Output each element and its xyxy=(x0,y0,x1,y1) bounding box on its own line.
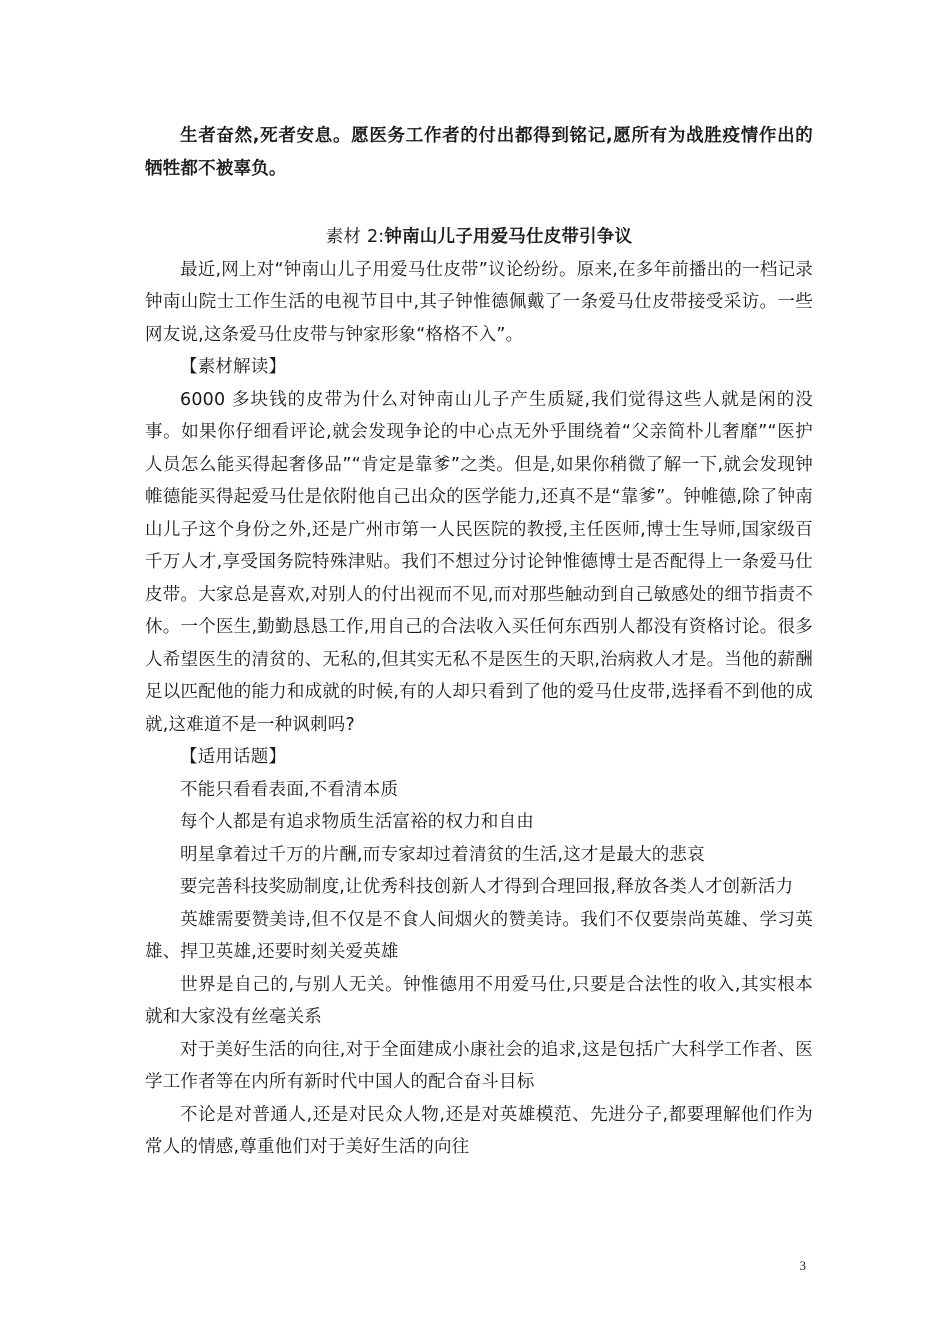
topic-item: 每个人都是有追求物质生活富裕的权力和自由 xyxy=(180,812,534,832)
section-heading xyxy=(145,221,813,254)
intro-paragraph: 最近,网上对“钟南山儿子用爱马仕皮带”议论纷纷。原来,在多年前播出的一档记录钟南山院士工作生活的电视节目中,其子钟惟德佩戴了一条爱马仕皮带接受采访。一些网友说,这条爱马仕皮带与钟家形象“格格不入”。 xyxy=(145,259,813,345)
topic-item: 不能只看看表面,不看清本质 xyxy=(180,779,399,800)
topic-item: 不论是对普通人,还是对民众人物,还是对英雄模范、先进分子,都要理解他们作为常人的情感,尊重他们对于美好生活的向往 xyxy=(145,1104,813,1157)
topic-item: 要完善科技奖励制度,让优秀科技创新人才得到合理回报,释放各类人才创新活力 xyxy=(180,877,794,897)
topic-item: 世界是自己的,与别人无关。钟惟德用不用爱马仕,只要是合法性的收入,其实根本就和大家没有丝毫关系 xyxy=(145,974,813,1027)
topics-heading: 【适用话题】 xyxy=(180,747,287,767)
section-label: 素材 2: xyxy=(325,227,385,247)
topic-item: 明星拿着过千万的片酬,而专家却过着清贫的生活,这才是最大的悲哀 xyxy=(180,844,705,865)
interpretation-heading: 【素材解读】 xyxy=(180,357,287,377)
interpretation-paragraph: 6000 多块钱的皮带为什么对钟南山儿子产生质疑,我们觉得这些人就是闲的没事。如果你仔细看评论,就会发现争论的中心点无外乎围绕着“父亲简朴儿奢靡”“医护人员怎么能买得起奢侈品”“肯定是靠爹”之类。但是,如果你稍微了解一下,就会发现钟帷德能买得起爱马仕是依附他自己出众的医学能力,还真不是“靠爹”。钟帷德,除了钟南山儿子这个身份之外,还是广州市第一人民医院的教授,主任医师,博士生导师,国家级百千万人才,享受国务院特殊津贴。我们不想过分讨论钟惟德博士是否配得上一条爱马仕皮带。大家总是喜欢,对别人的付出视而不见,而对那些触动到自己敏感处的细节指责不休。一个医生,勤勤恳恳工作,用自己的合法收入买任何东西别人都没有资格讨论。很多人希望医生的清贫的、无私的,但其实无私不是医生的天职,治病救人才是。当他的薪酬足以匹配他的能力和成就的时候,有的人却只看到了他的爱马仕皮带,选择看不到他的成就,这难道不是一种讽刺吗? xyxy=(145,389,813,735)
page-number: 3 xyxy=(799,1258,806,1273)
topic-item: 英雄需要赞美诗,但不仅是不食人间烟火的赞美诗。我们不仅要崇尚英雄、学习英雄、捍卫英雄,还要时刻关爱英雄 xyxy=(145,909,813,962)
page-content xyxy=(145,120,813,1164)
closing-paragraph: 生者奋然,死者安息。愿医务工作者的付出都得到铭记,愿所有为战胜疫情作出的牺牲都不被辜负。 xyxy=(145,126,813,179)
topic-item: 对于美好生活的向往,对于全面建成小康社会的追求,这是包括广大科学工作者、医学工作者等在内所有新时代中国人的配合奋斗目标 xyxy=(145,1039,813,1092)
section-title: 钟南山儿子用爱马仕皮带引争议 xyxy=(384,227,633,247)
